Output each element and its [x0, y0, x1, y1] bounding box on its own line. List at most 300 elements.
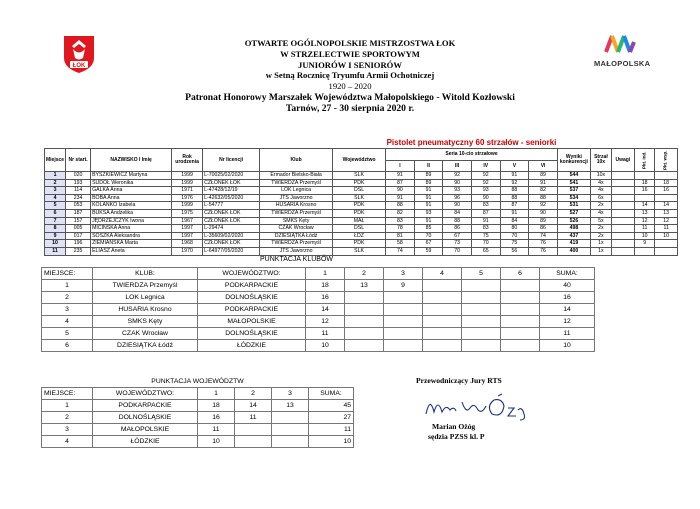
result-row: [45, 225, 678, 233]
document-header: [150, 38, 550, 115]
col-x10: Strzał 10x: [590, 149, 611, 172]
result-score: 437: [557, 232, 590, 240]
clubs-col-place: MIEJSCE:: [42, 268, 93, 280]
result-start: 005: [66, 225, 91, 233]
result-pkt-ind: 12: [634, 217, 655, 225]
result-series: 90: [471, 194, 500, 202]
result-series: 91: [386, 194, 415, 202]
jury-title: Przewodniczący Jury RTS: [416, 376, 502, 385]
result-voiv: DŚL: [333, 225, 386, 233]
club-points: [345, 328, 384, 340]
result-series: 56: [500, 247, 529, 255]
club-points: [345, 340, 384, 352]
place-date: Tarnów, 27 - 30 sierpnia 2020 r.: [285, 103, 415, 115]
result-license: L-35609/02/2020: [203, 232, 260, 240]
result-series: 89: [414, 179, 443, 187]
result-pkt-ind: [634, 172, 655, 180]
voiv-points: 16: [198, 412, 235, 424]
result-notes: [611, 217, 634, 225]
result-series: 65: [471, 247, 500, 255]
result-license: L-29474: [203, 225, 260, 233]
voiv-name: PODKARPACKIE: [93, 400, 198, 412]
result-name: KOLANKO Izabela: [91, 202, 172, 210]
club-points: 11: [306, 328, 345, 340]
result-pkt-ind: 14: [634, 202, 655, 210]
result-license: L-70025/02/2020: [203, 172, 260, 180]
result-row: [45, 247, 678, 255]
result-score: 531: [557, 202, 590, 210]
club-voiv: DOLNOŚLĄSKIE: [198, 292, 306, 304]
result-year: 1975: [172, 209, 203, 217]
result-row: [45, 179, 678, 187]
result-voiv: PDK: [333, 179, 386, 187]
voiv-table: [41, 376, 354, 448]
club-place: 4: [42, 316, 93, 328]
club-voiv: MAŁOPOLSKIE: [198, 316, 306, 328]
club-row: [42, 328, 595, 340]
voiv-points: [272, 436, 309, 448]
result-pkt-wsp: 18: [655, 179, 678, 187]
clubs-table: [41, 267, 595, 352]
svg-text:ŁOK: ŁOK: [72, 63, 86, 69]
result-voiv: ŁDZ: [333, 232, 386, 240]
result-notes: [611, 225, 634, 233]
result-club: JTS Jaworzno: [260, 247, 333, 255]
result-series: 70: [471, 240, 500, 248]
result-x10: 1x: [590, 240, 611, 248]
result-voiv: DŚL: [333, 187, 386, 195]
result-series: 78: [386, 225, 415, 233]
result-notes: [611, 194, 634, 202]
result-x10: 6x: [590, 194, 611, 202]
voiv-sum: 10: [309, 436, 354, 448]
result-series: 89: [414, 172, 443, 180]
result-club: LOK Legnica: [260, 187, 333, 195]
result-series: 89: [529, 172, 558, 180]
result-row: [45, 194, 678, 202]
club-points: [501, 340, 540, 352]
voiv-place: 4: [42, 436, 93, 448]
club-points: [345, 316, 384, 328]
col-place: Miejsce: [45, 149, 66, 172]
result-series: 96: [443, 194, 472, 202]
result-club: DZIESIĄTKA Łódź: [260, 232, 333, 240]
club-voiv: PODKARPACKIE: [198, 280, 306, 292]
result-series: 58: [386, 240, 415, 248]
result-name: GALKA Anna: [91, 187, 172, 195]
club-points: 18: [306, 280, 345, 292]
result-pkt-wsp: [655, 194, 678, 202]
club-place: 5: [42, 328, 93, 340]
voiv-place: 1: [42, 400, 93, 412]
club-points: [462, 292, 501, 304]
result-pkt-ind: [634, 194, 655, 202]
col-notes: Uwagi: [611, 149, 634, 172]
result-start: 196: [66, 240, 91, 248]
result-pkt-ind: 13: [634, 209, 655, 217]
result-name: ZIEMIAŃSKA Marta: [91, 240, 172, 248]
judge-name: Marian Ożóg: [432, 422, 476, 431]
result-series: 84: [500, 217, 529, 225]
result-license: CZŁONEK ŁOK: [203, 179, 260, 187]
result-series: 88: [386, 202, 415, 210]
result-x10: 2x: [590, 202, 611, 210]
club-points: 13: [345, 280, 384, 292]
result-series: 90: [529, 209, 558, 217]
club-points: [423, 328, 462, 340]
result-score: 541: [557, 179, 590, 187]
club-voiv: ŁÓDZKIE: [198, 340, 306, 352]
club-points: [501, 328, 540, 340]
result-place: 11: [45, 247, 66, 255]
result-series: 91: [414, 187, 443, 195]
result-name: SOSZKA Aleksandra: [91, 232, 172, 240]
clubs-col-5: 5: [462, 268, 501, 280]
result-x10: 4x: [590, 209, 611, 217]
result-series: 86: [443, 225, 472, 233]
voiv-points: 10: [198, 436, 235, 448]
result-name: SUDOŁ Weronika: [91, 179, 172, 187]
result-club: JTS Jaworzno: [260, 194, 333, 202]
voiv-col-voiv: WOJEWÓDZTWO:: [93, 388, 198, 400]
voiv-row: [42, 412, 354, 424]
result-series: 87: [500, 202, 529, 210]
club-name: HUSARIA Krosno: [93, 304, 198, 316]
result-pkt-ind: 11: [634, 225, 655, 233]
result-score: 537: [557, 187, 590, 195]
voiv-col-3: 3: [272, 388, 309, 400]
result-year: 1971: [172, 187, 203, 195]
voiv-points: 13: [272, 400, 309, 412]
result-place: 10: [45, 240, 66, 248]
result-row: [45, 217, 678, 225]
result-x10: 4x: [590, 187, 611, 195]
result-row: [45, 187, 678, 195]
result-start: 235: [66, 247, 91, 255]
result-license: CZŁONEK ŁOK: [203, 209, 260, 217]
result-series: 92: [443, 172, 472, 180]
result-club: TWIERDZA Przemyśl: [260, 240, 333, 248]
result-series: 73: [443, 240, 472, 248]
result-club: HUSARIA Krosno: [260, 202, 333, 210]
club-points: 10: [306, 340, 345, 352]
clubs-col-voiv: WOJEWÓDZTWO:: [198, 268, 306, 280]
clubs-col-4: 4: [423, 268, 462, 280]
club-place: 3: [42, 304, 93, 316]
result-series: 92: [471, 172, 500, 180]
club-row: [42, 340, 595, 352]
club-row: [42, 280, 595, 292]
club-points: [384, 316, 423, 328]
result-pkt-wsp: 13: [655, 209, 678, 217]
result-start: 187: [66, 209, 91, 217]
voiv-place: 2: [42, 412, 93, 424]
result-place: 5: [45, 202, 66, 210]
voiv-col-2: 2: [235, 388, 272, 400]
result-series: 91: [414, 194, 443, 202]
col-voiv: Województwo: [333, 149, 386, 172]
club-points: [501, 304, 540, 316]
result-name: JĘDRZEJCZYK Iwona: [91, 217, 172, 225]
result-club: Ermador Bielsko-Biała: [260, 172, 333, 180]
result-series: 84: [443, 209, 472, 217]
club-name: SMKS Kęty: [93, 316, 198, 328]
result-notes: [611, 172, 634, 180]
result-x10: 10x: [590, 172, 611, 180]
club-points: [423, 280, 462, 292]
result-notes: [611, 247, 634, 255]
col-s5: V: [500, 160, 529, 172]
result-series: 89: [529, 217, 558, 225]
title-line-3: JUNIORÓW I SENIORÓW: [298, 59, 402, 70]
result-start: 193: [66, 179, 91, 187]
voiv-title: PUNKTACJA WOJEWÓDZTW: [151, 378, 244, 385]
result-series: 59: [414, 247, 443, 255]
result-voiv: MAŁ: [333, 217, 386, 225]
voiv-name: DOLNOŚLĄSKIE: [93, 412, 198, 424]
result-year: 1999: [172, 179, 203, 187]
result-pkt-wsp: 16: [655, 187, 678, 195]
voiv-points: [235, 436, 272, 448]
result-notes: [611, 187, 634, 195]
result-pkt-wsp: [655, 247, 678, 255]
result-place: 8: [45, 225, 66, 233]
voiv-row: [42, 436, 354, 448]
result-license: L-47428/12/19: [203, 187, 260, 195]
club-points: [501, 316, 540, 328]
result-score: 498: [557, 225, 590, 233]
col-s2: II: [414, 160, 443, 172]
club-points: [462, 316, 501, 328]
clubs-col-6: 6: [501, 268, 540, 280]
voiv-row: [42, 424, 354, 436]
result-series: 83: [386, 217, 415, 225]
result-series: 86: [529, 225, 558, 233]
result-score: 400: [557, 247, 590, 255]
voiv-sum: 11: [309, 424, 354, 436]
result-year: 1968: [172, 240, 203, 248]
result-year: 1999: [172, 202, 203, 210]
title-line-4: w Setną Rocznicę Tryumfu Armii Ochotniczej: [265, 70, 435, 81]
result-start: 114: [66, 187, 91, 195]
col-pkt-wsp: Pkt. wsp.: [655, 149, 678, 172]
title-years: 1920 – 2020: [328, 81, 372, 92]
club-place: 2: [42, 292, 93, 304]
result-notes: [611, 232, 634, 240]
result-pkt-ind: 10: [634, 232, 655, 240]
clubs-col-3: 3: [384, 268, 423, 280]
result-name: MICIŃSKA Anna: [91, 225, 172, 233]
result-year: 1976: [172, 194, 203, 202]
result-series: 83: [471, 202, 500, 210]
club-points: 14: [306, 304, 345, 316]
result-series: 83: [471, 225, 500, 233]
result-pkt-wsp: 12: [655, 217, 678, 225]
result-place: 9: [45, 232, 66, 240]
club-name: DZIESIĄTKA Łódź: [93, 340, 198, 352]
club-name: CZAK Wrocław: [93, 328, 198, 340]
result-pkt-wsp: 10: [655, 232, 678, 240]
col-s4: IV: [471, 160, 500, 172]
col-license: Nr licencji: [203, 149, 260, 172]
result-year: 1999: [172, 172, 203, 180]
club-points: [501, 280, 540, 292]
result-series: 92: [529, 202, 558, 210]
result-start: 157: [66, 217, 91, 225]
malopolska-wordmark: MAŁOPOLSKA: [594, 59, 651, 68]
title-line-1: OTWARTE OGÓLNOPOLSKIE MISTRZOSTWA ŁOK: [244, 38, 456, 48]
title-line-2: W STRZELECTWIE SPORTOWYM: [280, 48, 420, 59]
voiv-name: MAŁOPOLSKIE: [93, 424, 198, 436]
result-start: 020: [66, 172, 91, 180]
result-x10: 2x: [590, 225, 611, 233]
result-voiv: SLK: [333, 172, 386, 180]
club-points: [462, 280, 501, 292]
result-start: 017: [66, 232, 91, 240]
result-series: 70: [500, 232, 529, 240]
club-points: [501, 292, 540, 304]
result-pkt-wsp: [655, 172, 678, 180]
club-points: 16: [306, 292, 345, 304]
result-club: SMKS Kęty: [260, 217, 333, 225]
result-series: 91: [500, 209, 529, 217]
result-score: 419: [557, 240, 590, 248]
patron-line: Patronat Honorowy Marszałek Województwa Małopolskiego - Witold Kozłowski: [185, 91, 515, 103]
result-series: 88: [500, 187, 529, 195]
result-x10: 4x: [590, 179, 611, 187]
result-voiv: PDK: [333, 202, 386, 210]
voiv-points: [235, 424, 272, 436]
result-series: 91: [414, 217, 443, 225]
club-row: [42, 292, 595, 304]
voiv-sum: 27: [309, 412, 354, 424]
clubs-col-1: 1: [306, 268, 345, 280]
result-series: 91: [471, 217, 500, 225]
result-series: 74: [529, 232, 558, 240]
result-series: 82: [529, 187, 558, 195]
result-place: 7: [45, 217, 66, 225]
voiv-points: 11: [198, 424, 235, 436]
result-row: [45, 172, 678, 180]
voiv-col-sum: SUMA:: [309, 388, 354, 400]
result-row: [45, 240, 678, 248]
result-score: 526: [557, 217, 590, 225]
result-pkt-ind: 18: [634, 179, 655, 187]
judge-role: sędzia PZSS kl. P: [428, 432, 485, 441]
result-pkt-wsp: 11: [655, 225, 678, 233]
club-sum: 10: [540, 340, 595, 352]
clubs-col-club: KLUB:: [93, 268, 198, 280]
club-name: TWIERDZA Przemyśl: [93, 280, 198, 292]
result-place: 1: [45, 172, 66, 180]
result-row: [45, 209, 678, 217]
result-pkt-ind: 16: [634, 187, 655, 195]
voiv-points: 14: [235, 400, 272, 412]
col-s1: I: [386, 160, 415, 172]
result-club: TWIERDZA Przemyśl: [260, 179, 333, 187]
result-row: [45, 232, 678, 240]
malopolska-logo: [594, 32, 650, 68]
result-pkt-wsp: [655, 240, 678, 248]
club-points: [462, 304, 501, 316]
result-series: 91: [500, 172, 529, 180]
result-series: 88: [529, 194, 558, 202]
club-sum: 40: [540, 280, 595, 292]
voiv-sum: 45: [309, 400, 354, 412]
col-s3: III: [443, 160, 472, 172]
result-license: CZŁONEK ŁOK: [203, 240, 260, 248]
result-series: 90: [386, 187, 415, 195]
result-series: 87: [386, 179, 415, 187]
voiv-place: 3: [42, 424, 93, 436]
club-sum: 14: [540, 304, 595, 316]
result-series: 74: [386, 247, 415, 255]
voiv-points: [272, 412, 309, 424]
result-club: CZAK Wrocław: [260, 225, 333, 233]
result-series: 91: [386, 172, 415, 180]
result-name: ELIASZ Aneta: [91, 247, 172, 255]
club-sum: 11: [540, 328, 595, 340]
result-notes: [611, 209, 634, 217]
result-year: 1997: [172, 225, 203, 233]
result-pkt-ind: 9: [634, 240, 655, 248]
result-notes: [611, 179, 634, 187]
result-series: 67: [443, 232, 472, 240]
club-points: [384, 304, 423, 316]
result-score: 534: [557, 194, 590, 202]
lok-logo: [62, 34, 96, 74]
results-table: [44, 138, 678, 256]
clubs-col-2: 2: [345, 268, 384, 280]
club-points: [384, 340, 423, 352]
result-series: 85: [414, 225, 443, 233]
voiv-name: ŁÓDZKIE: [93, 436, 198, 448]
result-series: 88: [500, 194, 529, 202]
result-notes: [611, 240, 634, 248]
result-name: BYSZKIEWICZ Martyna: [91, 172, 172, 180]
result-series: 82: [386, 209, 415, 217]
result-series: 93: [471, 187, 500, 195]
result-place: 6: [45, 209, 66, 217]
col-name: NAZWISKO I Imię: [91, 149, 172, 172]
club-place: 1: [42, 280, 93, 292]
result-year: 1997: [172, 232, 203, 240]
voiv-row: [42, 400, 354, 412]
result-start: 234: [66, 194, 91, 202]
club-sum: 16: [540, 292, 595, 304]
result-start: 053: [66, 202, 91, 210]
result-notes: [611, 202, 634, 210]
result-series: 76: [529, 240, 558, 248]
result-name: BUKSA Andżelika: [91, 209, 172, 217]
result-series: 92: [500, 179, 529, 187]
result-x10: 1x: [590, 247, 611, 255]
club-sum: 12: [540, 316, 595, 328]
club-points: [423, 304, 462, 316]
club-points: 9: [384, 280, 423, 292]
col-series: Seria 10-cio strzałowe: [386, 149, 558, 161]
voiv-col-place: MIEJSCE:: [42, 388, 93, 400]
result-series: 87: [471, 209, 500, 217]
result-place: 3: [45, 187, 66, 195]
clubs-col-sum: SUMA:: [540, 268, 595, 280]
result-series: 91: [414, 202, 443, 210]
result-series: 81: [386, 232, 415, 240]
result-club: TWIERDZA Przemyśl: [260, 209, 333, 217]
result-series: 70: [443, 247, 472, 255]
result-voiv: PDK: [333, 209, 386, 217]
club-voiv: PODKARPACKIE: [198, 304, 306, 316]
